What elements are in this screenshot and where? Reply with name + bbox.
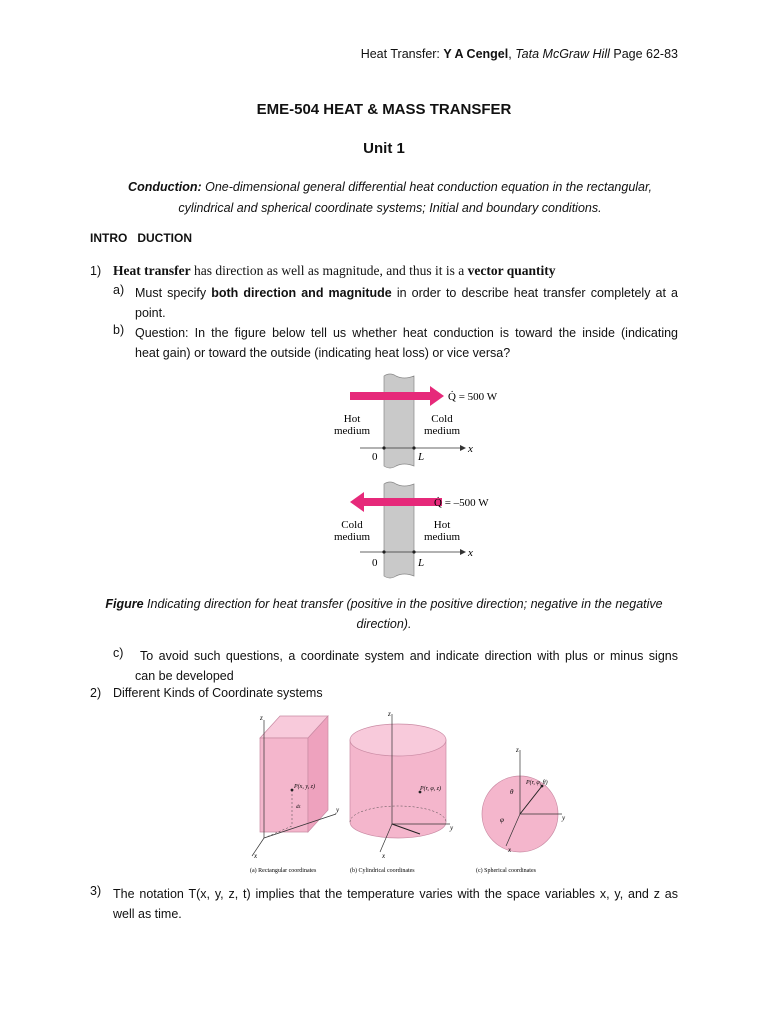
- top-zero: 0: [372, 451, 378, 463]
- q-label-bottom: Q̇ = –500 W: [434, 497, 489, 509]
- header-prefix: Heat Transfer:: [360, 47, 444, 61]
- top-right-l1: Cold: [431, 413, 453, 425]
- top-L: L: [418, 451, 425, 463]
- item-a-bold: both direction and magnitude: [211, 286, 392, 300]
- syllabus-label: Conduction:: [128, 180, 202, 194]
- figure-caption: [90, 594, 678, 634]
- cyl-x: x: [382, 852, 386, 860]
- cyl-z: z: [388, 710, 391, 718]
- item-c-line1: To avoid such questions, a coordinate system and indicate direction with plus or minus signs: [140, 649, 678, 663]
- syllabus-text2: cylindrical and spherical coordinate systems; Initial and boundary conditions.: [178, 201, 602, 215]
- running-header: [361, 47, 678, 61]
- header-pages: Page 62-83: [609, 47, 678, 61]
- item-2-text: Different Kinds of Coordinate systems: [113, 686, 323, 700]
- rect-z: z: [260, 714, 263, 722]
- item-b-num: b): [113, 323, 125, 337]
- bottom-left-l1: Cold: [341, 519, 363, 531]
- item-a-post2: point.: [135, 306, 166, 320]
- bottom-right-l2: medium: [423, 531, 461, 543]
- item-3-line1: The notation T(x, y, z, t) implies that the temperature varies with the space variables x, y, and z as: [113, 887, 678, 901]
- q-label-top: Q̇ = 500 W: [448, 391, 498, 403]
- caption-line2: direction).: [356, 617, 412, 631]
- coordinate-systems-figure: [244, 710, 574, 876]
- sph-theta: θ: [510, 788, 514, 796]
- cyl-point-label: P(r, φ, z): [420, 786, 441, 792]
- sph-x: x: [508, 846, 512, 854]
- top-x: x: [468, 443, 473, 455]
- spherical-coordinates: [476, 746, 566, 874]
- sph-phi: φ: [500, 816, 504, 824]
- top-L-dot: [412, 446, 415, 449]
- item-1: [113, 263, 556, 279]
- wall-bottom: [384, 482, 414, 578]
- top-left-l2: medium: [333, 425, 371, 437]
- item-1-mid: has direction as well as magnitude, and thus it is a: [190, 263, 468, 278]
- heat-direction-figure: [320, 372, 520, 590]
- arrow-bottom-head: [350, 492, 364, 512]
- item-a-num: a): [113, 283, 125, 297]
- sph-caption: (c) Spherical coordinates: [476, 868, 536, 874]
- item-3-num: 3): [90, 884, 102, 898]
- wall-top: [384, 374, 414, 468]
- item-a-pre: Must specify: [135, 286, 212, 300]
- rect-point: [291, 789, 294, 792]
- top-origin-dot: [382, 446, 385, 449]
- syllabus-text1: One-dimensional general differential heat conduction equation in the rectangular,: [201, 180, 652, 194]
- item-1-num: 1): [90, 264, 102, 278]
- arrow-bottom-shaft: [362, 498, 442, 506]
- bottom-right-l1: Hot: [433, 519, 451, 531]
- rect-x: x: [254, 852, 258, 860]
- unit-heading: Unit 1: [363, 140, 405, 157]
- arrow-top-head: [430, 386, 444, 406]
- bottom-zero: 0: [372, 557, 378, 569]
- item-3: [113, 884, 678, 924]
- rect-point-label: P(x, y, z): [294, 784, 315, 790]
- bottom-L: L: [418, 557, 425, 569]
- sph-z: z: [516, 746, 519, 754]
- document-title: EME-504 HEAT & MASS TRANSFER: [256, 101, 512, 118]
- item-b-line2: heat gain) or toward the outside (indicating heat loss) or vice versa?: [135, 346, 511, 360]
- cyl-y: y: [450, 824, 454, 832]
- arrow-top-shaft: [350, 392, 432, 400]
- item-a-post1: in order to describe heat transfer completely at a: [391, 286, 679, 300]
- header-author: Y A Cengel: [443, 47, 509, 61]
- item-c-line2: can be developed: [135, 669, 234, 683]
- caption-label: Figure: [105, 597, 144, 611]
- header-sep: ,: [508, 47, 516, 61]
- item-c: [135, 646, 678, 686]
- item-1-lead: Heat transfer: [113, 263, 191, 278]
- item-2-num: 2): [90, 686, 102, 700]
- top-right-l2: medium: [423, 425, 461, 437]
- rect-y: y: [336, 806, 340, 814]
- top-left-l1: Hot: [343, 413, 361, 425]
- syllabus: [60, 177, 720, 219]
- sph-y: y: [562, 814, 566, 822]
- item-c-num: c): [113, 646, 124, 660]
- axis-bottom-arrowhead: [460, 549, 466, 555]
- intro-heading: INTRO DUCTION: [90, 231, 192, 245]
- item-3-line2: well as time.: [113, 907, 182, 921]
- rectangular-coordinates: [250, 714, 340, 874]
- caption-line1: Indicating direction for heat transfer (positive in the positive direction; negative in the negative: [143, 597, 663, 611]
- cyl-caption: (b) Cylindrical coordinates: [350, 868, 415, 874]
- rect-dz: dz: [296, 805, 301, 810]
- bottom-origin-dot: [382, 550, 385, 553]
- bottom-left-l2: medium: [333, 531, 371, 543]
- item-b: [135, 323, 678, 363]
- rect-caption: (a) Rectangular coordinates: [250, 868, 317, 874]
- header-publisher: Tata McGraw Hill: [515, 47, 610, 61]
- item-b-line1: Question: In the figure below tell us whether heat conduction is toward the inside (indicating: [135, 326, 678, 340]
- bottom-L-dot: [412, 550, 415, 553]
- item-a: [135, 283, 678, 323]
- item-1-tail: vector quantity: [467, 263, 556, 278]
- cyl-top: [350, 724, 446, 756]
- axis-top-arrowhead: [460, 445, 466, 451]
- bottom-x: x: [468, 547, 473, 559]
- sph-point-label: P(r, φ, θ): [526, 780, 548, 786]
- cylindrical-coordinates: [350, 710, 454, 874]
